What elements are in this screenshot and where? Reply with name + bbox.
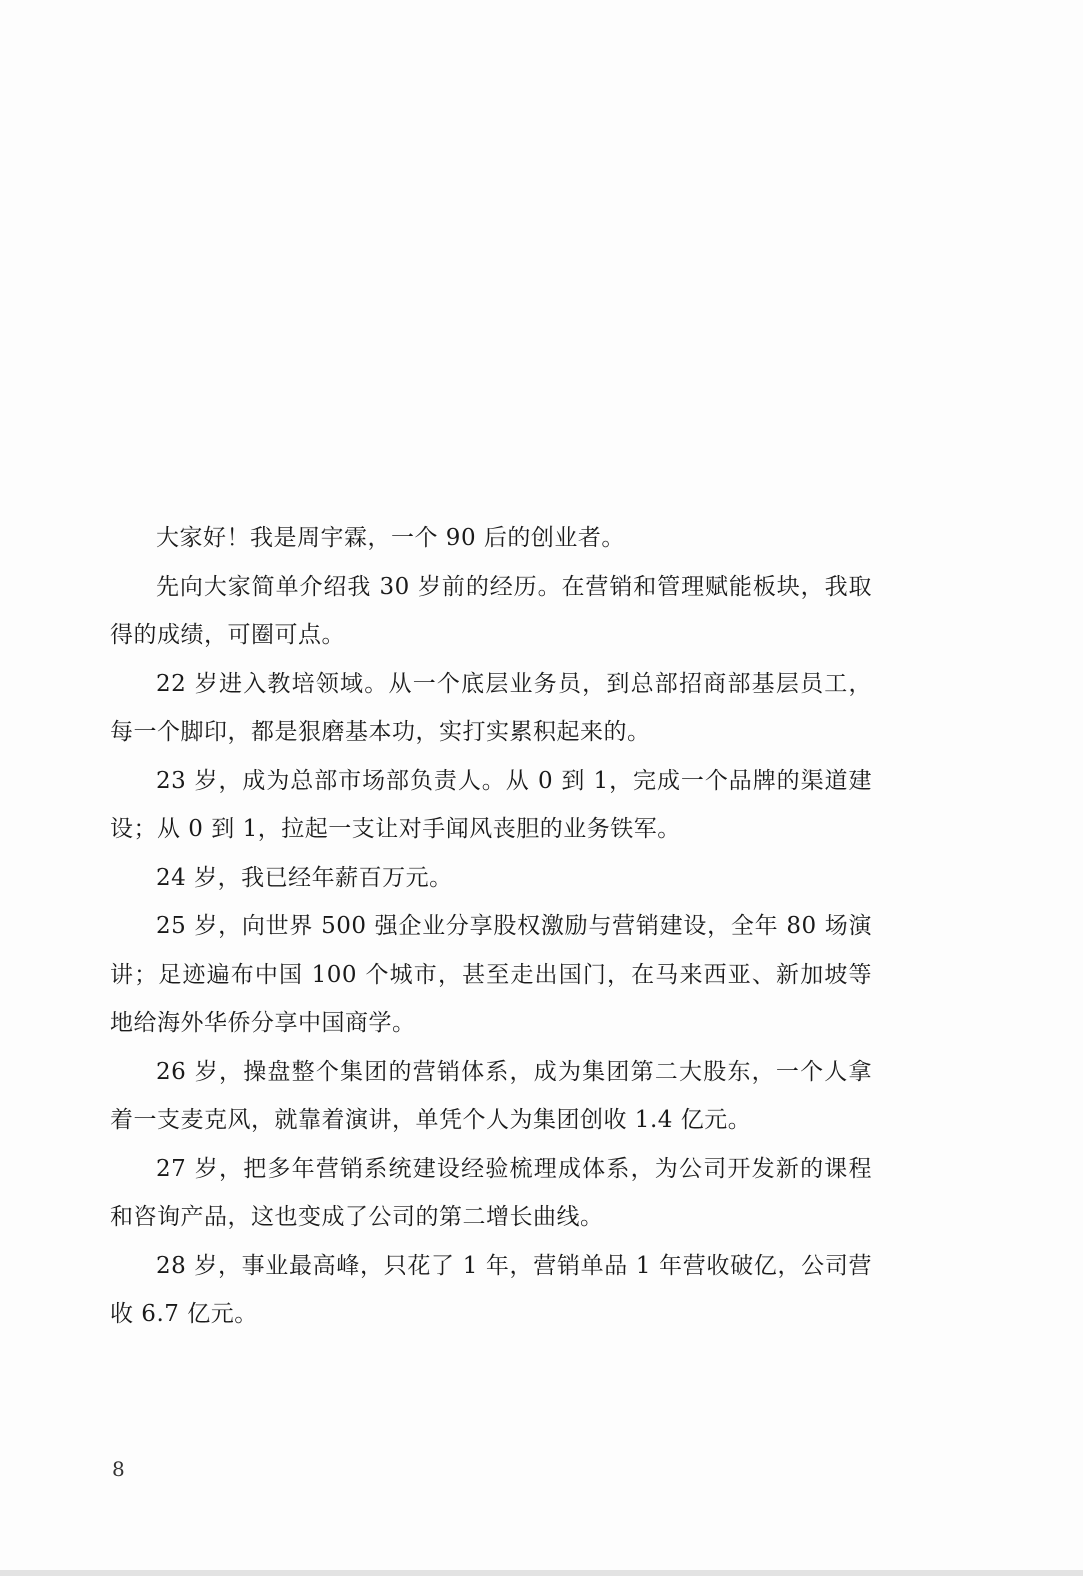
paragraph-age-25: 25 岁，向世界 500 强企业分享股权激励与营销建设，全年 80 场演讲；足迹遍布中国 100 个城市，甚至走出国门，在马来西亚、新加坡等地给海外华侨分享中国商学。 bbox=[110, 913, 872, 1036]
scan-edge bbox=[0, 1570, 1083, 1576]
page-number: 8 bbox=[112, 1457, 125, 1481]
paragraph-intro: 先向大家简单介绍我 30 岁前的经历。在营销和管理赋能板块，我取得的成绩，可圈可点。 bbox=[110, 573, 872, 648]
paragraph-age-27: 27 岁，把多年营销系统建设经验梳理成体系，为公司开发新的课程和咨询产品，这也变成了公司的第二增长曲线。 bbox=[110, 1155, 872, 1230]
paragraph-age-26: 26 岁，操盘整个集团的营销体系，成为集团第二大股东，一个人拿着一支麦克风，就靠着演讲，单凭个人为集团创收 1.4 亿元。 bbox=[110, 1058, 872, 1133]
body-text bbox=[110, 514, 872, 1339]
paragraph-age-22: 22 岁进入教培领域。从一个底层业务员，到总部招商部基层员工，每一个脚印，都是狠磨基本功，实打实累积起来的。 bbox=[110, 670, 872, 745]
paragraph-age-24: 24 岁，我已经年薪百万元。 bbox=[156, 864, 453, 891]
paragraph-age-23: 23 岁，成为总部市场部负责人。从 0 到 1，完成一个品牌的渠道建设；从 0 到 1，拉起一支让对手闻风丧胆的业务铁军。 bbox=[110, 767, 872, 842]
paragraph-age-28: 28 岁，事业最高峰，只花了 1 年，营销单品 1 年营收破亿，公司营收 6.7 亿元。 bbox=[110, 1252, 872, 1327]
paragraph-greeting: 大家好！我是周宇霖，一个 90 后的创业者。 bbox=[156, 525, 625, 551]
